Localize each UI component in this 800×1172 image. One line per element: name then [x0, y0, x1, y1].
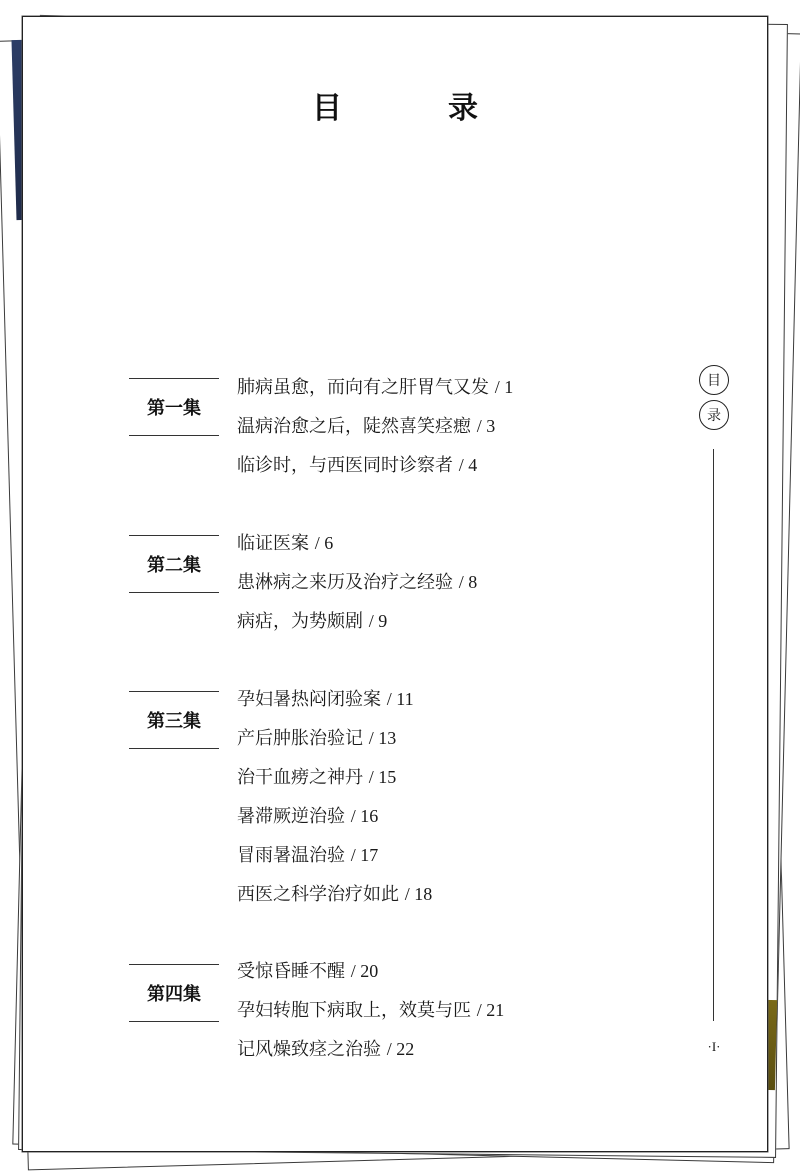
- side-rule: [713, 449, 714, 1021]
- toc-entry[interactable]: [237, 836, 432, 875]
- entry-page: / 1: [494, 377, 514, 397]
- toc-entry[interactable]: [237, 952, 504, 991]
- side-tab-char: 录: [699, 400, 729, 430]
- entry-title: 受惊昏睡不醒: [237, 961, 345, 982]
- section-label: 第二集: [129, 535, 219, 593]
- entry-list: [237, 368, 513, 485]
- entry-page: / 20: [350, 961, 379, 981]
- toc-entry[interactable]: [237, 875, 432, 914]
- entry-page: / 17: [350, 845, 379, 865]
- toc-entry[interactable]: [237, 602, 477, 641]
- section-label: 第四集: [129, 964, 219, 1022]
- entry-title: 西医之科学治疗如此: [237, 884, 399, 905]
- entry-list: [237, 680, 432, 914]
- toc-entry[interactable]: [237, 719, 432, 758]
- entry-page: / 22: [386, 1039, 415, 1059]
- entry-title: 临证医案: [237, 533, 309, 554]
- entry-page: / 9: [368, 611, 388, 631]
- entry-page: / 18: [404, 884, 433, 904]
- toc-page: [22, 16, 768, 1152]
- toc-entry[interactable]: [237, 446, 513, 485]
- entry-title: 患淋病之来历及治疗之经验: [237, 572, 453, 593]
- entry-title: 临诊时，与西医同时诊察者: [237, 455, 453, 476]
- entry-page: / 11: [386, 689, 414, 709]
- entry-page: / 21: [476, 1000, 505, 1020]
- entry-list: [237, 524, 477, 641]
- entry-title: 冒雨暑温治验: [237, 845, 345, 866]
- side-tab-char: 目: [699, 365, 729, 395]
- entry-title: 记风燥致痉之治验: [237, 1039, 381, 1060]
- entry-page: / 8: [458, 572, 478, 592]
- entry-title: 治干血痨之神丹: [237, 767, 363, 788]
- entry-page: / 6: [314, 533, 334, 553]
- section-label: 第三集: [129, 691, 219, 749]
- toc-entry[interactable]: [237, 563, 477, 602]
- entry-title: 肺病虽愈，而向有之肝胃气又发: [237, 377, 489, 398]
- entry-page: / 13: [368, 728, 397, 748]
- toc-entry[interactable]: [237, 524, 477, 563]
- entry-title: 孕妇暑热闷闭验案: [237, 689, 381, 710]
- entry-page: / 3: [476, 416, 496, 436]
- toc-entry[interactable]: [237, 991, 504, 1030]
- toc-entry[interactable]: [237, 680, 432, 719]
- entry-list: [237, 952, 504, 1069]
- page-title: 目 录: [312, 91, 516, 126]
- entry-title: 温病治愈之后，陡然喜笑痉瘛: [237, 416, 471, 437]
- toc-entry[interactable]: [237, 407, 513, 446]
- toc-entry[interactable]: [237, 1030, 504, 1069]
- toc-entry[interactable]: [237, 368, 513, 407]
- entry-title: 病痁，为势颇剧: [237, 611, 363, 632]
- entry-title: 产后肿胀治验记: [237, 728, 363, 749]
- entry-title: 暑滞厥逆治验: [237, 806, 345, 827]
- page-number: ·I·: [707, 1039, 721, 1054]
- entry-page: / 15: [368, 767, 397, 787]
- section-label: 第一集: [129, 378, 219, 436]
- toc-entry[interactable]: [237, 758, 432, 797]
- toc-entry[interactable]: [237, 797, 432, 836]
- entry-page: / 16: [350, 806, 379, 826]
- entry-title: 孕妇转胞下病取上，效莫与匹: [237, 1000, 471, 1021]
- entry-page: / 4: [458, 455, 478, 475]
